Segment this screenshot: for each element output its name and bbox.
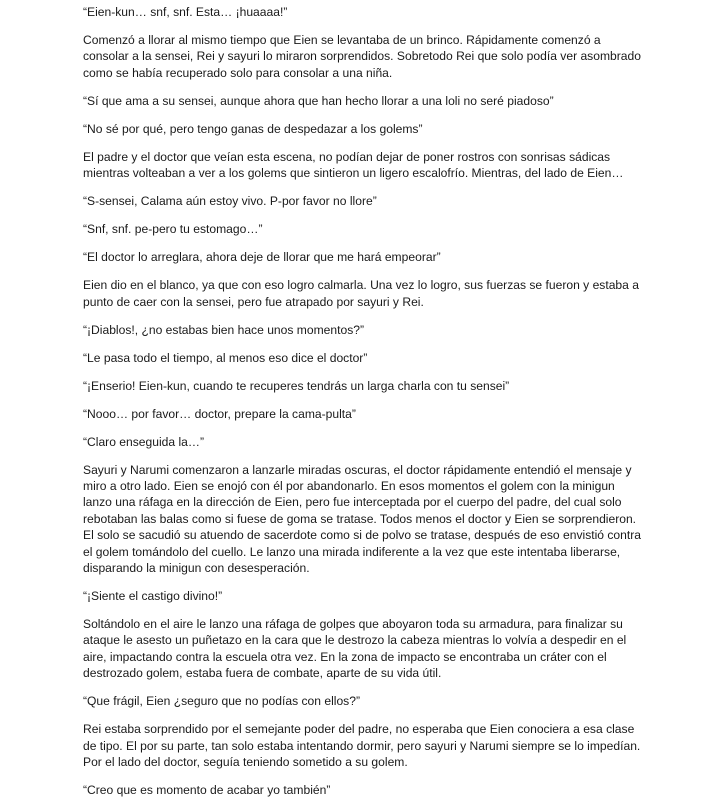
- paragraph: “¡Diablos!, ¿no estabas bien hace unos momentos?”: [83, 322, 364, 337]
- paragraph: “¡Siente el castigo divino!”: [83, 589, 223, 604]
- paragraph: “No sé por qué, pero tengo ganas de despedazar a los golems”: [83, 121, 423, 136]
- paragraph: “Que frágil, Eien ¿seguro que no podías con ellos?”: [83, 694, 360, 709]
- paragraph: Comenzó a llorar al mismo tiempo que Eien se levantaba de un brinco. Rápidamente comenzó a consolar a la sensei, Rei y sayuri lo miraron sorprendidos. Sobretodo Rei que solo podía ver asombrado como se había recuperado solo para consolar a una niña.: [83, 33, 641, 80]
- paragraph: Soltándolo en el aire le lanzo una ráfaga de golpes que aboyaron toda su armadura, para finalizar su ataque le asesto un puñetazo en la cara que le destrozo la cabeza mientras lo volvía a despedir en el aire, impactando contra la escuela otra vez. En la zona de impacto se encontraba un cráter con el destrozado golem, estaba fuera de combate, aparte de su vida útil.: [83, 617, 627, 681]
- paragraph: Eien dio en el blanco, ya que con eso logro calmarla. Una vez lo logro, sus fuerzas se fueron y estaba a punto de caer con la sensei, pero fue atrapado por sayuri y Rei.: [83, 278, 639, 309]
- paragraph: “Eien-kun… snf, snf. Esta… ¡huaaaa!”: [83, 5, 288, 19]
- text-column: [83, 0, 643, 810]
- paragraph: Rei estaba sorprendido por el semejante poder del padre, no esperaba que Eien conociera a esa clase de tipo. El por su parte, tan solo estaba intentando dormir, pero sayuri y Narumi siempre se lo impedían. Por el lado del doctor, seguía teniendo sometido a su golem.: [83, 722, 641, 770]
- paragraph: “El doctor lo arreglara, ahora deje de llorar que me hará empeorar”: [83, 250, 441, 265]
- paragraph: “Le pasa todo el tiempo, al menos eso dice el doctor”: [83, 350, 368, 365]
- paragraph: “¡Enserio! Eien-kun, cuando te recuperes tendrás un larga charla con tu sensei”: [83, 378, 510, 393]
- paragraph: “Creo que es momento de acabar yo también”: [83, 783, 331, 798]
- paragraph: “Claro enseguida la…”: [83, 434, 204, 449]
- paragraph: El padre y el doctor que veían esta escena, no podían dejar de poner rostros con sonrisas sádicas mientras volteaban a ver a los golems que sintieron un ligero escalofrío. Mientras, del lado de Eien…: [83, 149, 624, 181]
- paragraph: “Sí que ama a su sensei, aunque ahora que han hecho llorar a una loli no seré piadoso”: [83, 93, 554, 108]
- paragraph: Sayuri y Narumi comenzaron a lanzarle miradas oscuras, el doctor rápidamente entendió el mensaje y miro a otro lado. Eien se enojó con él por abandonarlo. En esos momentos el golem con la minigun lanzo una ráfaga en la dirección de Eien, pero fue interceptada por el cuerpo del padre, del cual solo rebotaban las balas como si fuese de goma se tratase. Todos menos el doctor y Eien se sorprendieron. El solo se sacudió su atuendo de sacerdote como si de polvo se tratase, después de eso envistió contra el golem tomándolo del cuello. Le lanzo una mirada indiferente a la vez que este intentaba liberarse, disparando la minigun con desesperación.: [83, 462, 641, 576]
- paragraph: “Snf, snf. pe-pero tu estomago…”: [83, 222, 263, 237]
- paragraph: “Nooo… por favor… doctor, prepare la cama-pulta”: [83, 406, 356, 421]
- paragraph: “S-sensei, Calama aún estoy vivo. P-por favor no llore”: [83, 194, 377, 209]
